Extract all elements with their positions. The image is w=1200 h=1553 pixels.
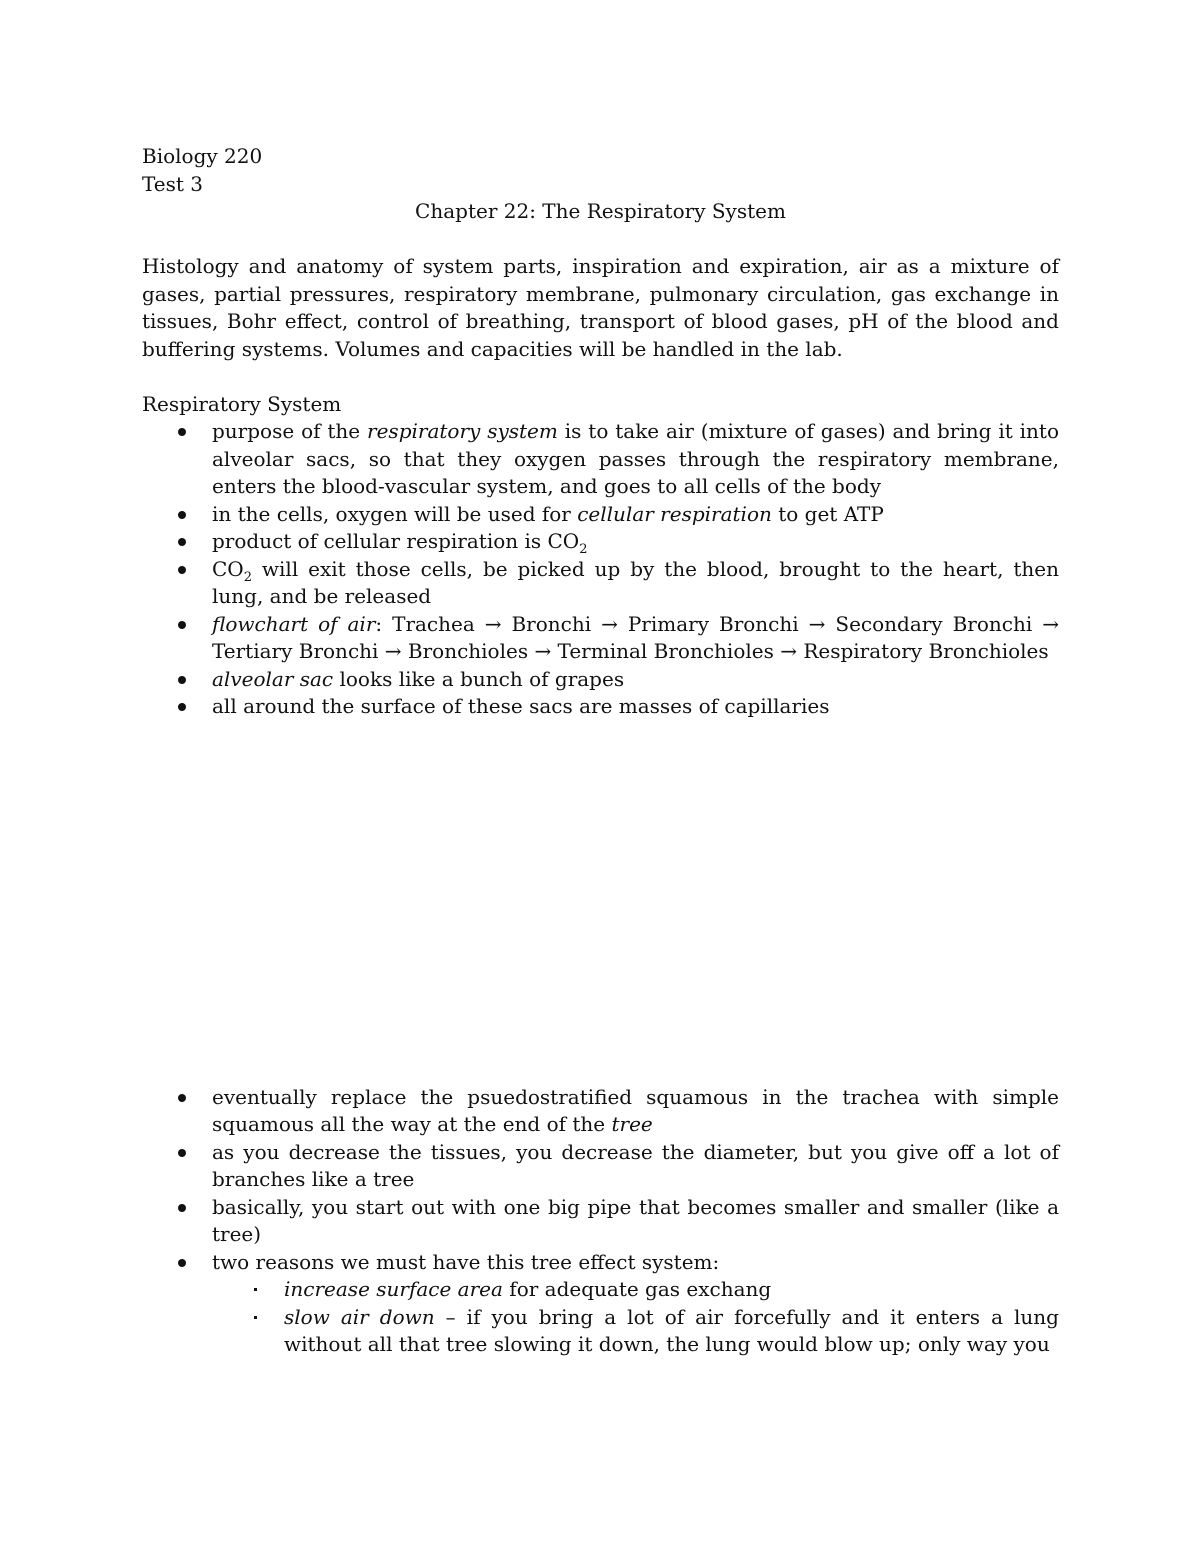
- bullet-text: product of cellular respiration is CO: [212, 529, 580, 553]
- continued-bullet-list: [142, 1084, 1059, 1359]
- emphasis-term: increase surface area: [284, 1277, 503, 1301]
- document-page: [142, 143, 1059, 1359]
- list-item: [142, 666, 1059, 694]
- list-item: [142, 611, 1059, 666]
- list-item: [142, 556, 1059, 611]
- sub-list-item: [212, 1276, 1059, 1304]
- sub-list-item: [212, 1304, 1059, 1359]
- spacer: [142, 226, 1059, 254]
- section-heading: Respiratory System: [142, 391, 342, 416]
- emphasis-term: slow air down: [284, 1304, 435, 1329]
- list-item: [142, 1139, 1059, 1194]
- emphasis-term: tree: [611, 1112, 653, 1136]
- bullet-text: is to take air (mixture of gases) and bring it into alveolar sacs, so that they oxygen passes through the respiratory membrane, enters the blood-vascular system, and goes to all cells of the body: [212, 419, 1059, 498]
- spacer: [142, 363, 1059, 391]
- emphasis-term: respiratory system: [367, 419, 558, 443]
- bullet-text: – if you bring a lot of air forcefully and it enters a lung without all that tree slowing it down, the lung would blow up; only way you: [284, 1304, 1059, 1356]
- bullet-text: in the cells, oxygen will be used for: [212, 501, 578, 526]
- test-label: Test 3: [142, 171, 204, 196]
- list-item: [142, 1084, 1059, 1139]
- bullet-text: to get ATP: [771, 501, 884, 526]
- list-item: [142, 1194, 1059, 1249]
- bullet-text: : Trachea → Bronchi → Primary Bronchi → Secondary Bronchi → Tertiary Bronchi → Bronchioles → Terminal Bronchioles → Respiratory Bronchioles: [212, 611, 1059, 663]
- bullet-text: for adequate gas exchang: [502, 1277, 772, 1301]
- bullet-text: two reasons we must have this tree effect system:: [212, 1249, 720, 1274]
- subscript: 2: [579, 542, 588, 557]
- list-item: [142, 501, 1059, 529]
- sub-bullet-list: [212, 1276, 1059, 1359]
- bullet-text: CO: [212, 556, 244, 581]
- emphasis-term: alveolar sac: [212, 666, 334, 691]
- bullet-text: purpose of the: [212, 419, 368, 443]
- bullet-text: as you decrease the tissues, you decrease the diameter, but you give off a lot of branches like a tree: [212, 1139, 1059, 1191]
- list-item: [142, 693, 1059, 721]
- list-item: [142, 418, 1059, 501]
- bullet-text: will exit those cells, be picked up by the blood, brought to the heart, then lung, and be released: [212, 556, 1059, 608]
- subscript: 2: [243, 569, 252, 585]
- emphasis-term: flowchart of air: [212, 611, 376, 636]
- course-name: Biology 220: [142, 144, 263, 168]
- list-item: [142, 1249, 1059, 1359]
- bullet-text: basically, you start out with one big pipe that becomes smaller and smaller (like a tree): [212, 1194, 1059, 1246]
- respiratory-bullet-list: [142, 418, 1059, 721]
- list-item: [142, 528, 1059, 556]
- bullet-text: looks like a bunch of grapes: [333, 666, 625, 691]
- overview-paragraph: Histology and anatomy of system parts, inspiration and expiration, air as a mixture of gases, partial pressures, respiratory membrane, pulmonary circulation, gas exchange in tissues, Bohr effect, control of breathing, transport of blood gases, pH of the blood and buffering systems. Volumes and capacities will be handled in the lab.: [142, 254, 1059, 361]
- emphasis-term: cellular respiration: [577, 501, 772, 526]
- bullet-text: all around the surface of these sacs are masses of capillaries: [212, 694, 830, 718]
- bullet-text: eventually replace the psuedostratified squamous in the trachea with simple squamous all the way at the end of the: [212, 1084, 1059, 1136]
- chapter-title: Chapter 22: The Respiratory System: [415, 199, 786, 223]
